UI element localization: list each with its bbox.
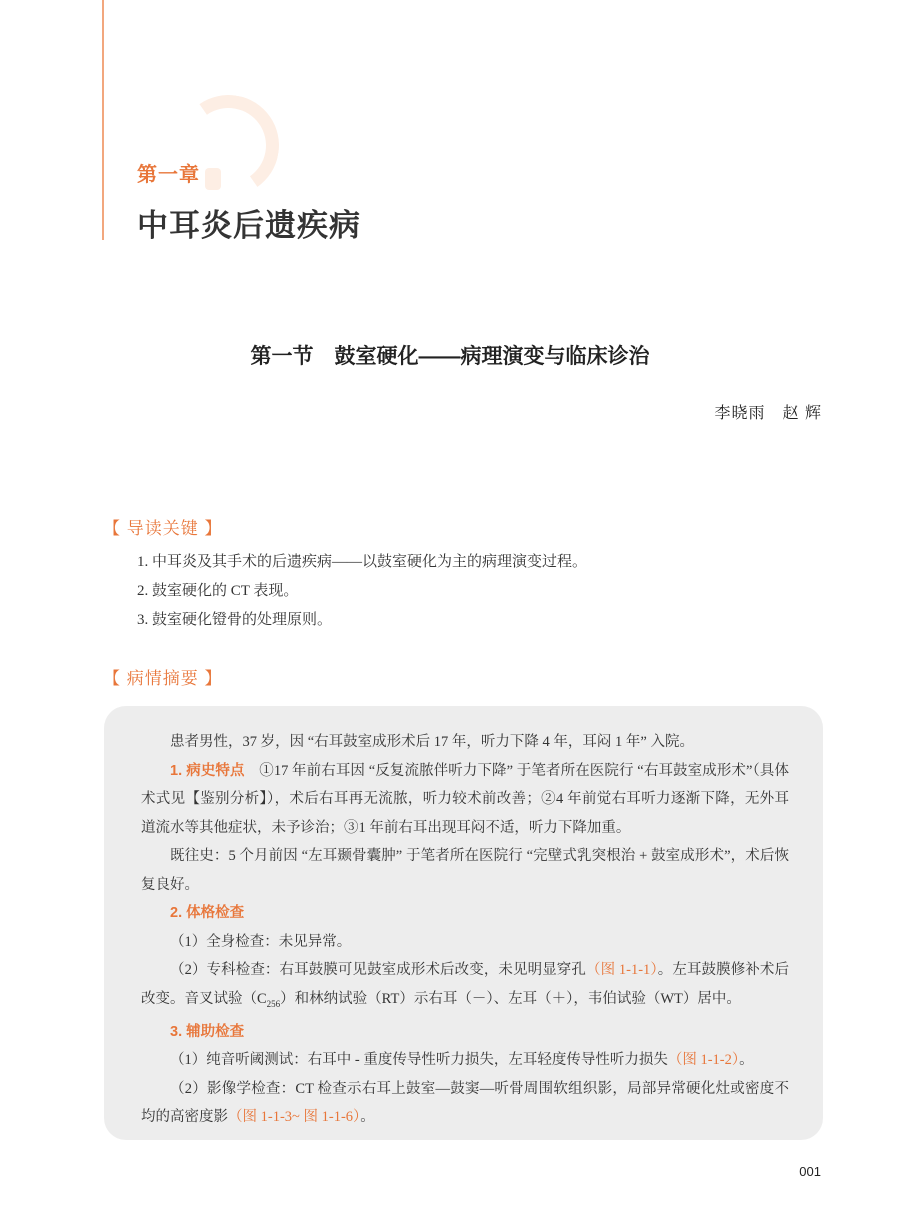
guide-item: 3. 鼓室硬化镫骨的处理原则。 bbox=[137, 612, 333, 628]
figure-ref: （图 1-1-3~ 图 1-1-6） bbox=[228, 1109, 361, 1126]
case-intro: 患者男性，37 岁，因 “右耳鼓室成形术后 17 年，听力下降 4 年，耳闷 1 年” 入院。 bbox=[170, 734, 694, 750]
aux-heading: 3. 辅助检查 bbox=[170, 1023, 245, 1040]
guide-list bbox=[137, 548, 587, 635]
guide-item: 1. 中耳炎及其手术的后遗疾病——以鼓室硬化为主的病理演变过程。 bbox=[137, 554, 588, 570]
exam-general: （1）全身检查：未见异常。 bbox=[170, 933, 352, 950]
decorative-vertical-line bbox=[102, 0, 104, 240]
chapter-title: 中耳炎后遗疾病 bbox=[137, 208, 361, 243]
history-text: ①17 年前右耳因 “反复流脓伴听力下降” 于笔者所在医院行 “右耳鼓室成形术”（具体术式见【鉴别分析】），术后右耳再无流脓，听力较术前改善；②4 年前觉右耳听力逐渐下降，无外耳道流水等其他症状，未予诊治；③1 年前右耳出现耳闷不适，听力下降加重。 bbox=[141, 762, 790, 836]
history-paragraph bbox=[141, 757, 789, 843]
chapter-number: 第一章 bbox=[137, 164, 200, 186]
history-heading: 1. 病史特点 bbox=[170, 762, 245, 779]
aux-imaging: （2）影像学检查：CT 检查示右耳上鼓室—鼓窦—听骨周围软组织影，局部异常硬化灶或密度不均的高密度影（图 1-1-3~ 图 1-1-6）。 bbox=[141, 1080, 789, 1126]
guide-heading: 【 导读关键 】 bbox=[103, 519, 223, 538]
section-title: 第一节 鼓室硬化——病理演变与临床诊治 bbox=[250, 345, 650, 368]
authors: 李晓雨 赵 辉 bbox=[714, 405, 822, 422]
summary-heading: 【 病情摘要 】 bbox=[103, 669, 223, 688]
figure-ref: （图 1-1-1） bbox=[585, 962, 658, 978]
guide-item: 2. 鼓室硬化的 CT 表现。 bbox=[137, 583, 299, 599]
aux-audio: （1）纯音听阈测试：右耳中 - 重度传导性听力损失，左耳轻度传导性听力损失（图 1-1-2）。 bbox=[170, 1052, 754, 1069]
past-history: 既往史：5 个月前因 “左耳颞骨囊肿” 于笔者所在医院行 “完壁式乳突根治 + 鼓室成形术”，术后恢复良好。 bbox=[141, 848, 789, 893]
decorative-arc-tail bbox=[205, 168, 221, 190]
case-summary-text bbox=[141, 728, 789, 1132]
figure-ref: （图 1-1-2） bbox=[667, 1052, 740, 1069]
exam-heading: 2. 体格检查 bbox=[170, 905, 245, 921]
exam-special: （2）专科检查：右耳鼓膜可见鼓室成形术后改变，未见明显穿孔（图 1-1-1）。左耳鼓膜修补术后改变。音叉试验$(C_{256})$和林纳试验（RT）示右耳（－）、左耳（＋），韦伯试验（WT）居中。 bbox=[141, 962, 790, 1009]
page-number: 001 bbox=[799, 1164, 821, 1179]
